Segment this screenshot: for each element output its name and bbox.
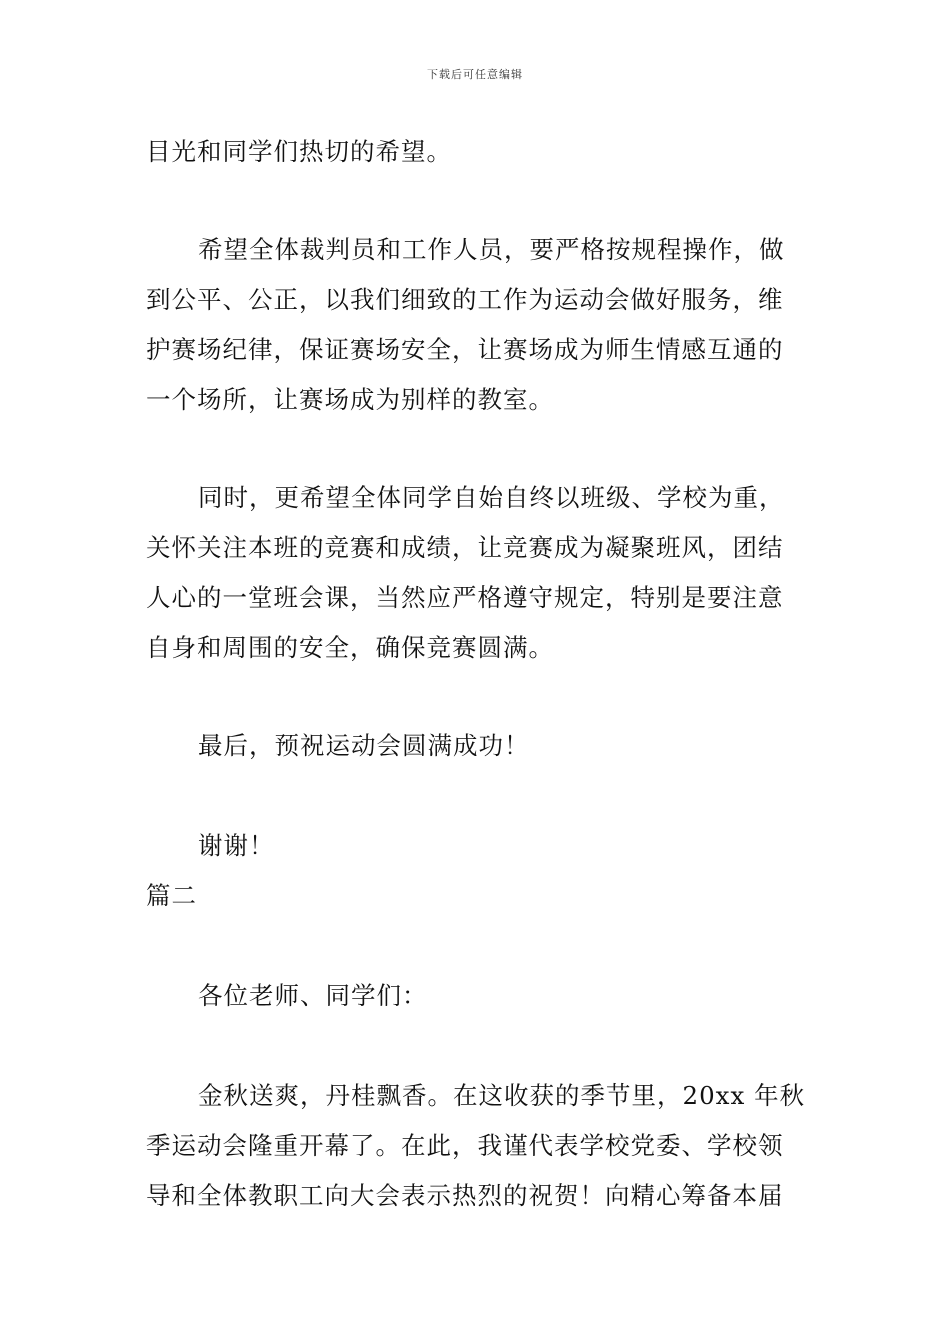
page-header: 下载后可任意编辑 [427, 68, 523, 81]
text-line: 篇二 [146, 881, 197, 910]
text-line: 关怀关注本班的竞赛和成绩，让竞赛成为凝聚班风，团结 [146, 533, 784, 562]
paragraph-referees [146, 225, 806, 425]
text-line: 导和全体教职工向大会表示热烈的祝贺！向精心筹备本届 [146, 1181, 784, 1210]
text-line: 人心的一堂班会课，当然应严格遵守规定，特别是要注意 [146, 583, 784, 612]
section-heading [146, 871, 806, 921]
text-line: 一个场所，让赛场成为别样的教室。 [146, 385, 554, 414]
paragraph-closing-wish [146, 721, 806, 771]
paragraph-continuation [146, 127, 806, 177]
text-line: 各位老师、同学们： [198, 981, 428, 1010]
paragraph-thanks [146, 821, 806, 871]
text-line: 希望全体裁判员和工作人员，要严格按规程操作，做 [198, 235, 785, 264]
paragraph-students [146, 473, 806, 673]
text-line: 到公平、公正，以我们细致的工作为运动会做好服务，维 [146, 285, 784, 314]
text-line: 季运动会隆重开幕了。在此，我谨代表学校党委、学校领 [146, 1131, 784, 1160]
text-line: 护赛场纪律，保证赛场安全，让赛场成为师生情感互通的 [146, 335, 784, 364]
text-line: 目光和同学们热切的希望。 [146, 137, 452, 166]
text-line: 金秋送爽，丹桂飘香。在这收获的季节里，20xx 年秋 [198, 1081, 806, 1110]
text-line: 谢谢！ [198, 831, 275, 860]
text-line: 最后，预祝运动会圆满成功！ [198, 731, 530, 760]
paragraph-opening [146, 1071, 806, 1221]
text-line: 自身和周围的安全，确保竞赛圆满。 [146, 633, 554, 662]
salutation [146, 971, 806, 1021]
text-line: 同时，更希望全体同学自始自终以班级、学校为重， [198, 483, 785, 512]
